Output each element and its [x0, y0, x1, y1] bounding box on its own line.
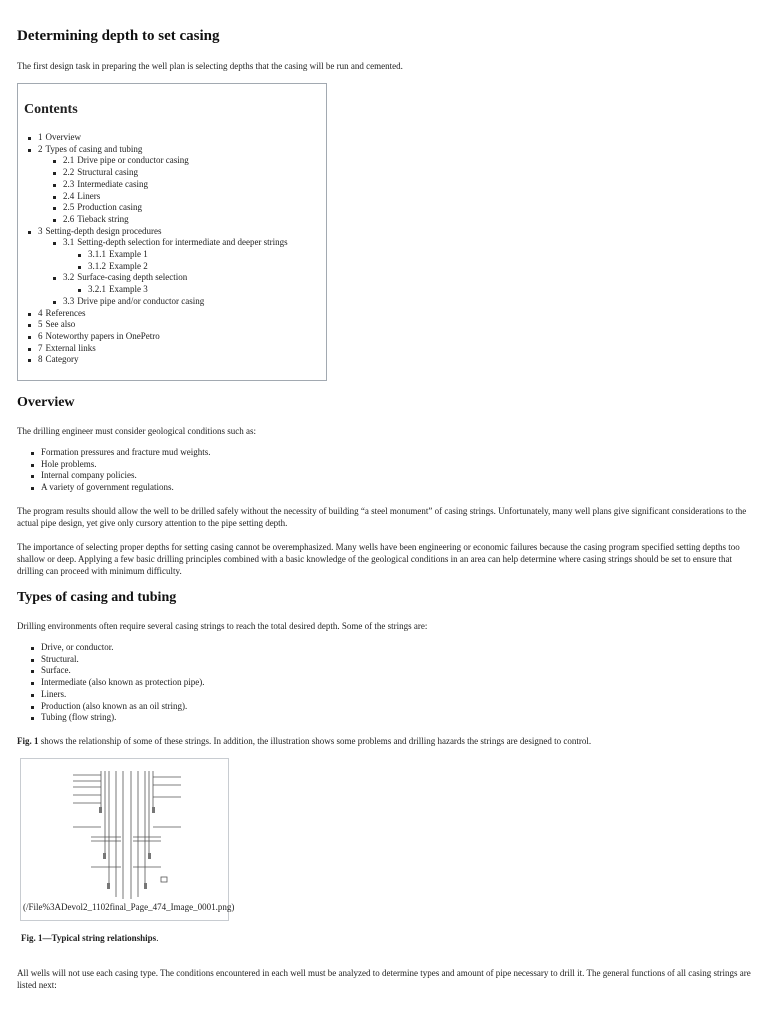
toc-item[interactable]: 3.2 Surface-casing depth selection 3.2.1 Example 3 — [63, 272, 288, 295]
toc-item[interactable]: 3.1 Setting-depth selection for intermediate and deeper strings 3.1.1 Example 1 3.1.2 Example 2 — [63, 237, 288, 271]
page-title: Determining depth to set casing — [17, 28, 220, 44]
toc-item[interactable]: 1 Overview — [38, 132, 288, 144]
list-item: Liners. — [41, 689, 204, 701]
list-item: Formation pressures and fracture mud weights. — [41, 447, 211, 457]
figure-reference-paragraph: Fig. 1 shows the relationship of some of these strings. In addition, the illustration shows some problems and drilling hazards the strings are designed to control. — [17, 736, 592, 746]
toc-item[interactable]: 5 See also — [38, 319, 288, 331]
figure-1[interactable] — [20, 758, 235, 921]
types-heading: Types of casing and tubing — [17, 590, 177, 605]
overview-paragraph: The importance of selecting proper depths for setting casing cannot be overemphasized. Many wells have been engineering or economic failures because the casing program specified setting depths too shallow or deep. Applying a few basic drilling principles combined with a basic knowledge of the geological conditions in an area can help determine where casing strings should be set to ensure that drilling can proceed with minimum difficulty. — [17, 542, 740, 576]
types-lead: Drilling environments often require several casing strings to reach the total desired depth. Some of the strings are: — [17, 621, 428, 631]
toc-item[interactable]: 7 External links — [38, 343, 288, 355]
list-item: Structural. — [41, 654, 204, 666]
list-item: Hole problems. — [41, 459, 210, 471]
overview-paragraph: The program results should allow the well to be drilled safely without the necessity of building “a steel monument” of casing strings. Unfortunately, many well plans give significant considerations to the actual pipe design, yet give only cursory attention to the pipe setting depth. — [17, 506, 747, 528]
list-item: Tubing (flow string). — [41, 712, 204, 724]
toc-item[interactable]: 3 Setting-depth design procedures 3.1 Setting-depth selection for intermediate and deeper strings 3.1.1 Example 1 3.1.2 Example 2 3.2 Surface-casing depth selection 3.2.1 Example 3 3.3 Drive pipe and/or conductor casing — [38, 225, 288, 306]
toc-item[interactable]: 3.2.1 Example 3 — [88, 284, 288, 296]
casing-diagram-image — [61, 767, 191, 902]
fig-ref-link[interactable]: Fig. 1 — [17, 736, 39, 746]
toc-item[interactable]: 2.4 Liners — [63, 191, 288, 203]
list-item: Surface. — [41, 665, 204, 677]
toc-item[interactable]: 2.5 Production casing — [63, 202, 288, 214]
types-paragraph: All wells will not use each casing type. The conditions encountered in each well must be analyzed to determine types and amount of pipe necessary to drill it. The general functions of all casing strings are listed next: — [17, 968, 751, 990]
toc-title: Contents — [24, 102, 78, 117]
figure-file-link[interactable]: (/File%3ADevol2_1102final_Page_474_Image_0001.png) — [23, 902, 235, 912]
list-item: Intermediate (also known as protection pipe). — [41, 677, 205, 688]
toc-item[interactable]: 3.1.1 Example 1 — [88, 249, 288, 261]
figure-caption: Fig. 1—Typical string relationships. — [21, 933, 159, 943]
list-item: A variety of government regulations. — [41, 482, 210, 494]
toc-item[interactable]: 3.1.2 Example 2 — [88, 261, 288, 273]
toc-item[interactable]: 2.3 Intermediate casing — [63, 179, 288, 191]
toc-item[interactable]: 2.6 Tieback string — [63, 214, 288, 226]
list-item: Drive, or conductor. — [41, 642, 204, 654]
toc-item[interactable]: 2.2 Structural casing — [63, 167, 288, 179]
toc-item[interactable]: 3.3 Drive pipe and/or conductor casing — [63, 296, 288, 308]
list-item: Internal company policies. — [41, 470, 210, 482]
list-item: Production (also known as an oil string). — [41, 701, 204, 713]
intro-paragraph: The first design task in preparing the well plan is selecting depths that the casing will be run and cemented. — [17, 61, 403, 71]
toc-list — [38, 132, 288, 366]
table-of-contents — [17, 83, 327, 381]
toc-item[interactable]: 6 Noteworthy papers in OnePetro — [38, 331, 288, 343]
toc-item[interactable]: 8 Category — [38, 354, 288, 366]
overview-heading: Overview — [17, 395, 75, 410]
toc-item[interactable]: 2 Types of casing and tubing 2.1 Drive pipe or conductor casing 2.2 Structural casing 2.3 Intermediate casing 2.4 Liners 2.5 Production casing 2.6 Tieback string — [38, 144, 288, 226]
overview-bullet-list — [41, 447, 210, 494]
toc-item[interactable]: 2.1 Drive pipe or conductor casing — [63, 155, 288, 167]
types-bullet-list — [41, 642, 204, 724]
toc-item[interactable]: 4 References — [38, 308, 288, 320]
overview-lead: The drilling engineer must consider geological conditions such as: — [17, 426, 256, 436]
